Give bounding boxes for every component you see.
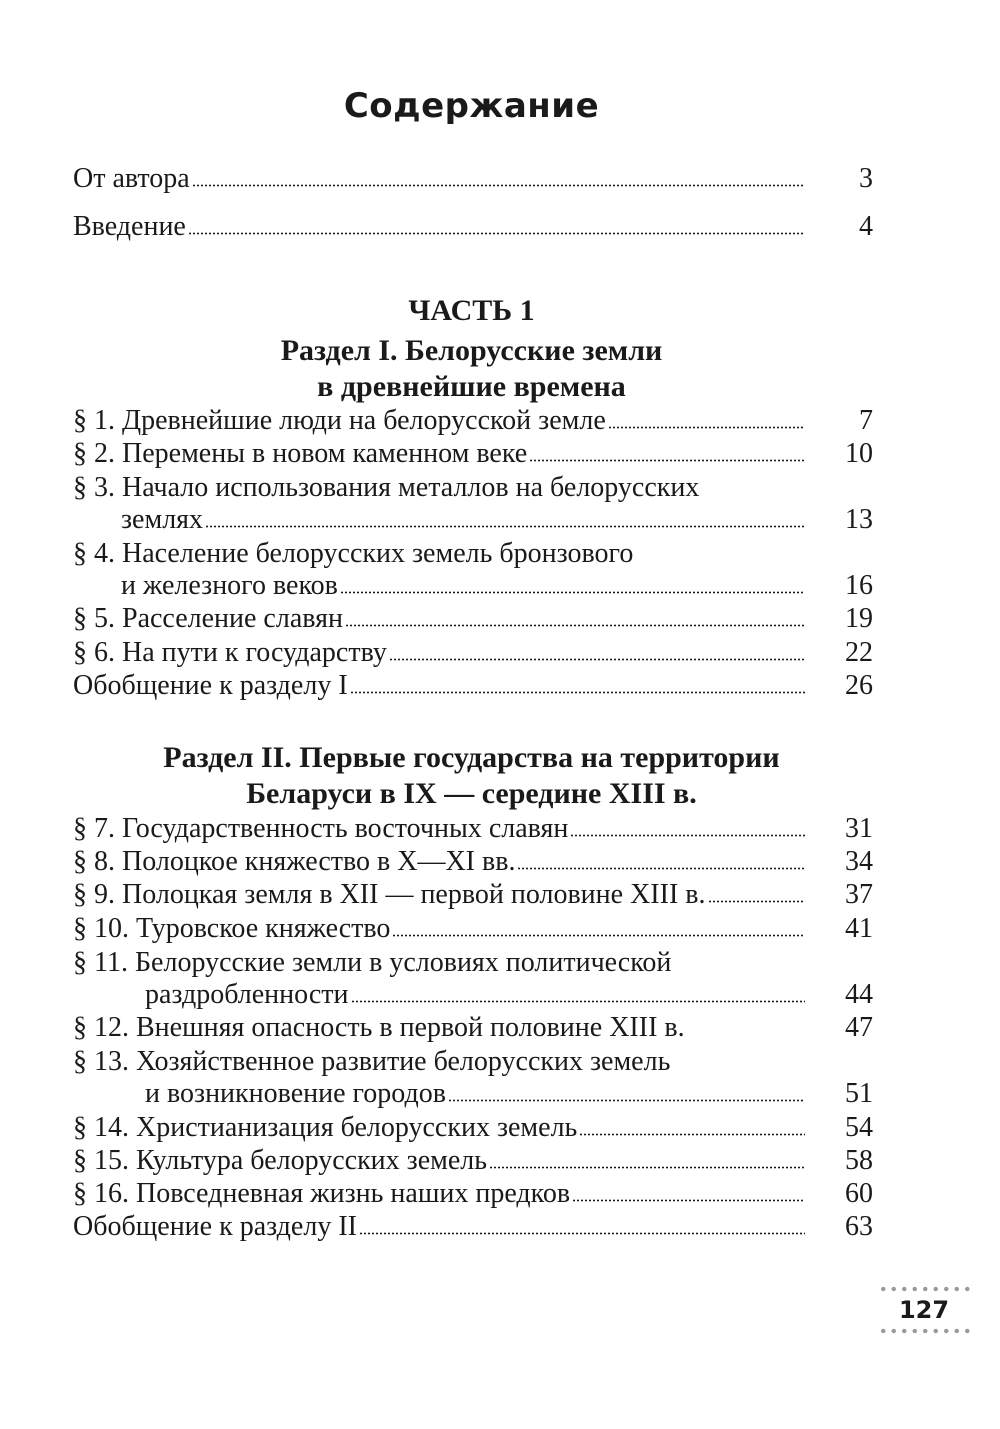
toc-entry-continuation: раздробленности (145, 979, 349, 1010)
dot-leader (448, 1099, 805, 1102)
toc-entry-text[interactable]: § 4. Население белорусских земель бронзового (73, 538, 634, 569)
toc-page-number: 41 (845, 913, 873, 944)
toc-entry[interactable] (73, 1179, 873, 1209)
toc-entry-text: § 6. На пути к государству (73, 637, 387, 668)
toc-entry[interactable] (73, 1079, 873, 1109)
toc-entry[interactable] (73, 1013, 873, 1043)
dot-leader (359, 1232, 805, 1235)
toc-entry[interactable] (73, 847, 873, 877)
toc-entry[interactable] (73, 571, 873, 601)
toc-entry[interactable] (73, 880, 873, 910)
toc-page-number: 16 (845, 570, 873, 601)
toc-entry-text: § 15. Культура белорусских земель (73, 1145, 488, 1176)
toc-entry-text: Обобщение к разделу II (73, 1211, 357, 1242)
toc-entry-text: § 9. Полоцкая земля в XII — первой половине XIII в. (73, 879, 706, 910)
toc-entry-text: § 10. Туровское княжество (73, 913, 391, 944)
toc-entry[interactable] (73, 604, 873, 634)
dot-divider-bottom (878, 1328, 970, 1334)
section-heading-line1: Раздел I. Белорусские земли (280, 334, 663, 367)
toc-page-number: 13 (845, 504, 873, 535)
toc-page-number: 34 (845, 846, 873, 877)
dot-leader (529, 459, 805, 462)
toc-entry[interactable] (73, 406, 873, 436)
toc-entry-continuation: и возникновение городов (145, 1078, 446, 1109)
toc-page-number: 60 (845, 1178, 873, 1209)
toc-entry[interactable] (73, 1212, 873, 1242)
toc-page-number: 47 (845, 1012, 873, 1043)
dot-leader (350, 691, 805, 694)
toc-entry[interactable] (73, 814, 873, 844)
dot-leader (708, 900, 806, 903)
dot-leader (579, 1133, 805, 1136)
toc-entry-text: § 5. Расселение славян (73, 603, 343, 634)
toc-entry[interactable] (73, 505, 873, 535)
toc-entry-text[interactable]: § 13. Хозяйственное развитие белорусских земель (73, 1046, 671, 1077)
section-heading-line1: Раздел II. Первые государства на территории (163, 741, 780, 774)
toc-page-number: 54 (845, 1112, 873, 1143)
dot-leader (570, 834, 805, 837)
toc-entry-text: § 1. Древнейшие люди на белорусской земле (73, 405, 606, 436)
toc-entry-text: § 2. Перемены в новом каменном веке (73, 438, 528, 469)
toc-page-number: 7 (859, 405, 873, 436)
toc-entry-text: Введение (73, 211, 186, 242)
toc-page-number: 31 (845, 813, 873, 844)
toc-entry[interactable] (73, 439, 873, 469)
toc-page-number: 26 (845, 670, 873, 701)
toc-page-number: 3 (859, 163, 873, 194)
toc-page-number: 44 (845, 979, 873, 1010)
dot-leader (205, 525, 805, 528)
toc-entry-text[interactable]: § 3. Начало использования металлов на белорусских (73, 472, 700, 503)
section-heading-line2: в древнейшие времена (317, 370, 626, 403)
toc-entry-intro[interactable] (73, 212, 873, 242)
toc-entry-text: Обобщение к разделу I (73, 670, 348, 701)
toc-page-number: 51 (845, 1078, 873, 1109)
toc-entry-text: § 8. Полоцкое княжество в X—XI вв. (73, 846, 516, 877)
toc-entry[interactable] (73, 638, 873, 668)
toc-entry[interactable] (73, 1113, 873, 1143)
dot-leader (389, 658, 805, 661)
toc-page-number: 58 (845, 1145, 873, 1176)
toc-entry[interactable] (73, 671, 873, 701)
toc-entry-text: От автора (73, 163, 190, 194)
toc-page-number: 4 (859, 211, 873, 242)
toc-entry-author[interactable] (73, 164, 873, 194)
section-heading-line2: Беларуси в IX — середине XIII в. (246, 777, 697, 810)
part-heading: ЧАСТЬ 1 (408, 294, 535, 327)
dot-leader (192, 184, 805, 187)
dot-leader (188, 232, 805, 235)
toc-entry-continuation: землях (121, 504, 204, 535)
dot-leader (489, 1166, 805, 1169)
toc-page-number: 37 (845, 879, 873, 910)
dot-leader (572, 1199, 805, 1202)
page-title: Содержание (343, 86, 600, 126)
toc-entry[interactable] (73, 914, 873, 944)
dot-leader (517, 867, 805, 870)
dot-leader (345, 624, 805, 627)
toc-page-number: 63 (845, 1211, 873, 1242)
toc-entry-text: § 7. Государственность восточных славян (73, 813, 569, 844)
toc-entry-text[interactable]: § 11. Белорусские земли в условиях политической (73, 947, 672, 978)
toc-page-number: 19 (845, 603, 873, 634)
toc-page-number: 10 (845, 438, 873, 469)
toc-entry[interactable] (73, 980, 873, 1010)
page-number: 127 (898, 1296, 950, 1324)
dot-leader (608, 426, 805, 429)
toc-entry-text: § 12. Внешняя опасность в первой половине XIII в. (73, 1012, 685, 1043)
toc-entry-text: § 14. Христианизация белорусских земель (73, 1112, 578, 1143)
dot-leader (351, 1000, 806, 1003)
toc-entry[interactable] (73, 1146, 873, 1176)
toc-page-number: 22 (845, 637, 873, 668)
dot-leader (340, 591, 805, 594)
page-number-block (878, 1286, 970, 1334)
dot-leader (392, 934, 805, 937)
toc-entry-continuation: и железного веков (121, 570, 338, 601)
toc-entry-text: § 16. Повседневная жизнь наших предков (73, 1178, 571, 1209)
